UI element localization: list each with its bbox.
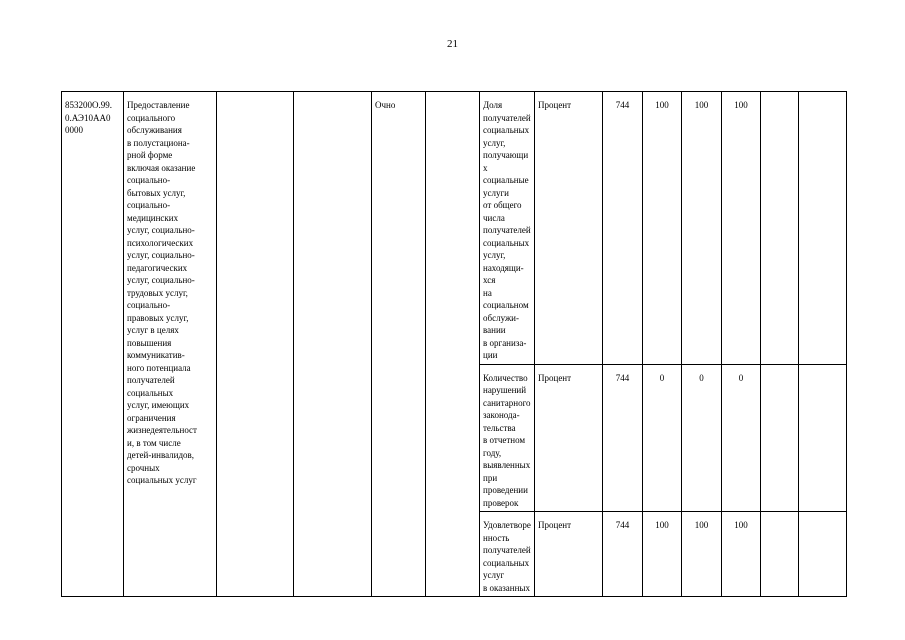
- value-cell: 0: [682, 364, 722, 512]
- page-number: 21: [447, 38, 458, 50]
- indicator-name-cell: Доля получателей социальных услуг, получающих социальные услуги от общего числа получателей социальных услуг, находящи- хся на социальном обслужи- вании в организа- ции: [480, 92, 535, 365]
- okei-code-cell: 744: [603, 364, 643, 512]
- table-row: [62, 92, 847, 365]
- okei-code-cell: 744: [603, 512, 643, 597]
- registry-code-cell: 853200О.99. 0.АЭ10АА0 0000: [62, 92, 124, 597]
- unit-cell: Процент: [535, 364, 603, 512]
- empty-cell: [426, 92, 480, 597]
- service-name-cell: Предоставление социального обслуживания в полустациона- рной форме включая оказание социально- бытовых услуг, социально- медицинских услуг, социально- психологических услуг, социально- педагогических услуг, социально- трудовых услуг, социально- правовых услуг, услуг в целях повышения коммуникатив- ного потенциала получателей социальных услуг, имеющих ограничения жизнедеятельност и, в том числе детей-инвалидов, срочных социальных услуг: [124, 92, 217, 597]
- empty-cell: [799, 364, 847, 512]
- empty-cell: [217, 92, 294, 597]
- empty-cell: [761, 512, 799, 597]
- okei-code-cell: 744: [603, 92, 643, 365]
- indicator-name-cell: Удовлетворе нность получателей социальных услуг в оказанных: [480, 512, 535, 597]
- empty-cell: [799, 512, 847, 597]
- empty-cell: [761, 364, 799, 512]
- value-cell: 0: [643, 364, 682, 512]
- unit-cell: Процент: [535, 512, 603, 597]
- service-indicators-table: [61, 91, 847, 597]
- form-cell: Очно: [372, 92, 426, 597]
- empty-cell: [294, 92, 372, 597]
- value-cell: 100: [722, 512, 761, 597]
- empty-cell: [761, 92, 799, 365]
- value-cell: 0: [722, 364, 761, 512]
- empty-cell: [799, 92, 847, 365]
- value-cell: 100: [643, 512, 682, 597]
- indicator-name-cell: Количество нарушений санитарного законода- тельства в отчетном году, выявленных при проведении проверок: [480, 364, 535, 512]
- value-cell: 100: [682, 512, 722, 597]
- unit-cell: Процент: [535, 92, 603, 365]
- value-cell: 100: [643, 92, 682, 365]
- value-cell: 100: [682, 92, 722, 365]
- value-cell: 100: [722, 92, 761, 365]
